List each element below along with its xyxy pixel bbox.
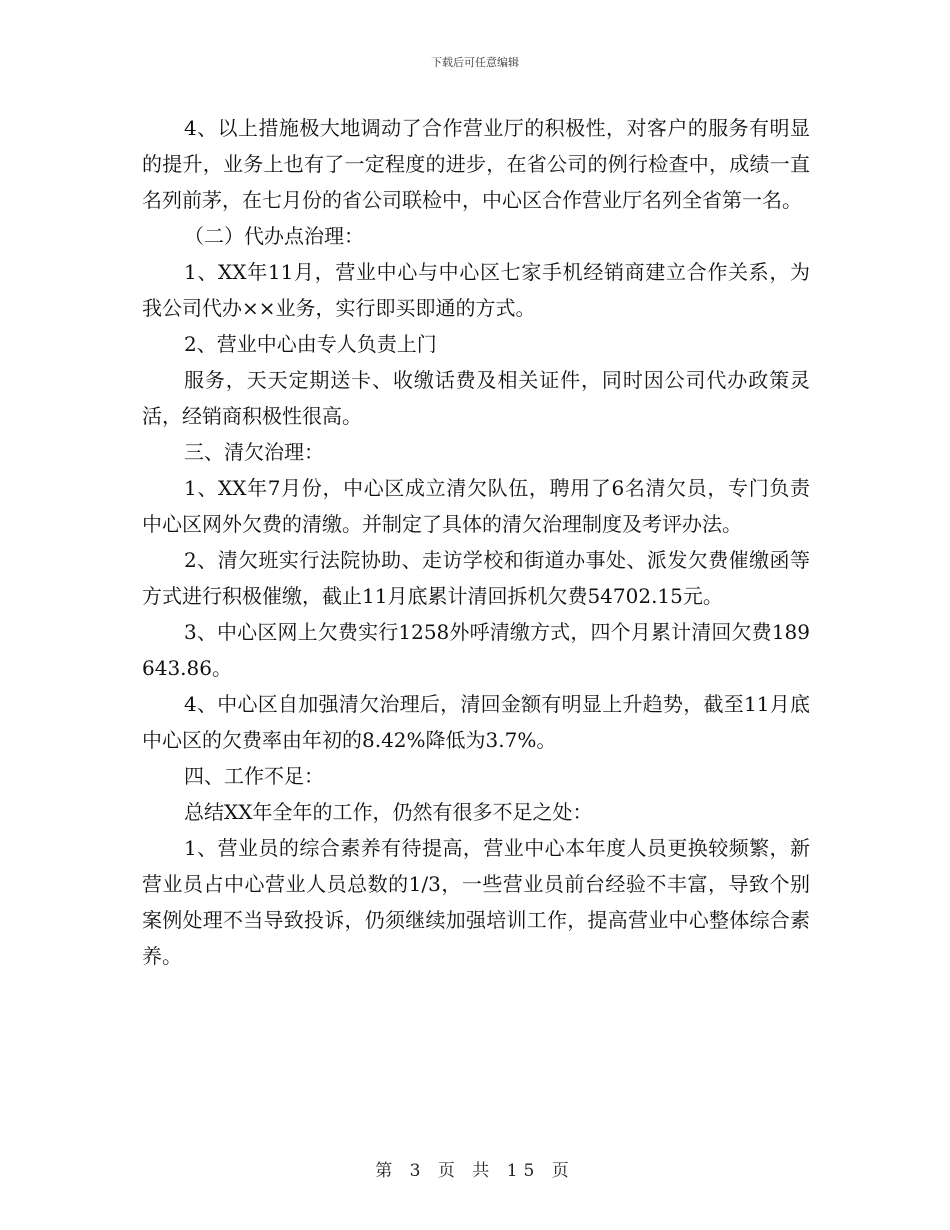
paragraph-7: 1、XX年7月份，中心区成立清欠队伍，聘用了6名清欠员，专门负责中心区网外欠费的清缴。并制定了具体的清欠治理制度及考评办法。: [142, 476, 810, 536]
paragraph-13: 1、营业员的综合素养有待提高，营业中心本年度人员更换较频繁，新营业员占中心营业人员总数的1/3，一些营业员前台经验不丰富，导致个别案例处理不当导致投诉，仍须继续加强培训工作，提高营业中心整体综合素养。: [142, 836, 810, 968]
paragraph-6: 三、清欠治理：: [184, 440, 324, 464]
paragraph-5: 服务，天天定期送卡、收缴话费及相关证件，同时因公司代办政策灵活，经销商积极性很高。: [142, 368, 810, 428]
paragraph-12: 总结XX年全年的工作，仍然有很多不足之处：: [184, 800, 593, 824]
document-body: [142, 110, 810, 974]
page-header: 下载后可任意编辑: [431, 56, 519, 69]
paragraph-3: 1、XX年11月，营业中心与中心区七家手机经销商建立合作关系，为我公司代办××业务，实行即买即通的方式。: [142, 260, 810, 320]
paragraph-9: 3、中心区网上欠费实行1258外呼清缴方式，四个月累计清回欠费189643.86。: [142, 620, 810, 680]
paragraph-11: 四、工作不足：: [184, 764, 324, 788]
paragraph-1: 4、以上措施极大地调动了合作营业厅的积极性，对客户的服务有明显的提升，业务上也有了一定程度的进步，在省公司的例行检查中，成绩一直名列前茅，在七月份的省公司联检中，中心区合作营业厅名列全省第一名。: [142, 116, 810, 212]
paragraph-2: （二）代办点治理：: [184, 224, 364, 248]
paragraph-4: 2、营业中心由专人负责上门: [184, 332, 437, 356]
paragraph-8: 2、清欠班实行法院协助、走访学校和街道办事处、派发欠费催缴函等方式进行积极催缴，截止11月底累计清回拆机欠费54702.15元。: [142, 548, 810, 608]
page-number-footer: 第 3 页 共 15 页: [375, 1161, 575, 1181]
paragraph-10: 4、中心区自加强清欠治理后，清回金额有明显上升趋势，截至11月底中心区的欠费率由年初的8.42%降低为3.7%。: [142, 692, 810, 752]
